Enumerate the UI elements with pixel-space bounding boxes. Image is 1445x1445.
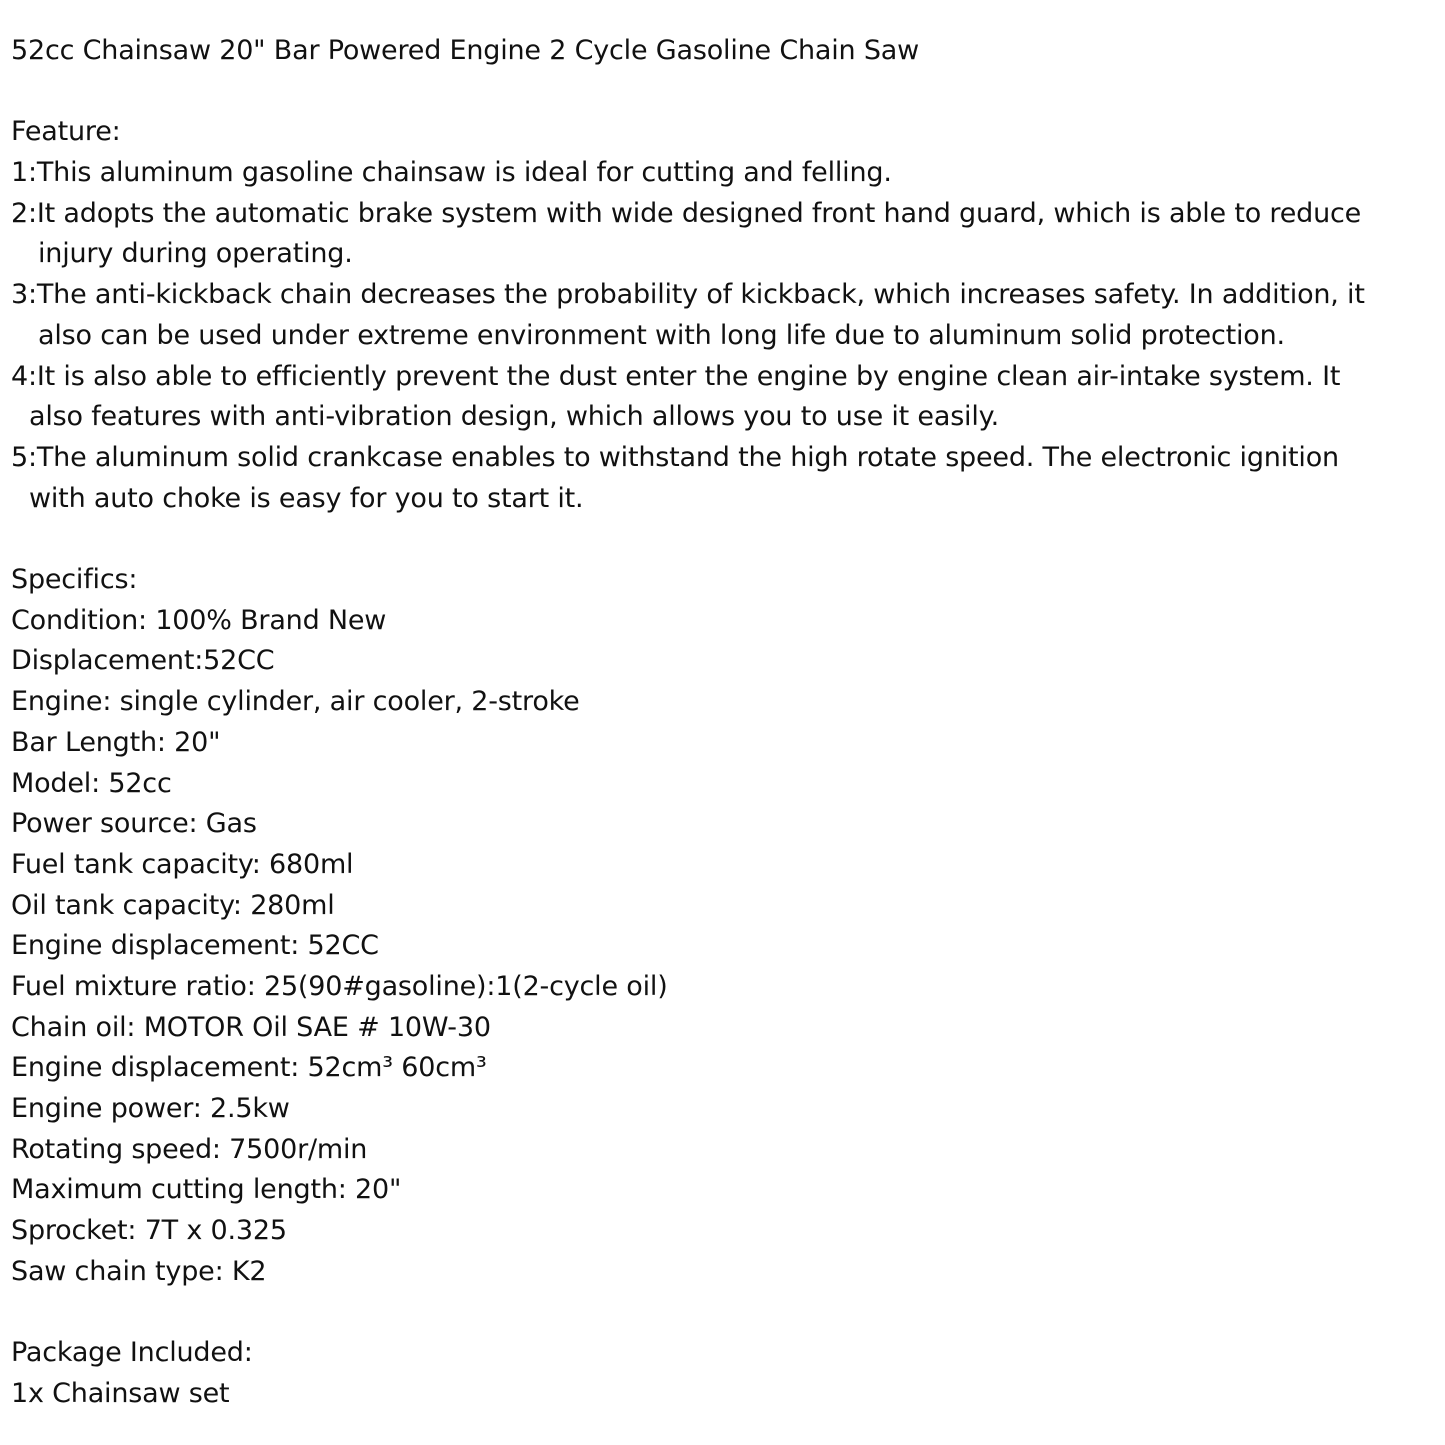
spacer <box>11 1292 1431 1333</box>
feature-item-text: 4:It is also able to efficiently prevent the dust enter the engine by engine clean air-intake system. It <box>11 360 1341 392</box>
document <box>11 31 1431 1415</box>
feature-item-text: 2:It adopts the automatic brake system with wide designed front hand guard, which is able to reduce <box>11 197 1362 229</box>
spec-item: Oil tank capacity: 280ml <box>11 889 335 921</box>
spec-item: Engine power: 2.5kw <box>11 1093 290 1125</box>
spacer <box>11 519 1431 560</box>
feature-item-text: 5:The aluminum solid crankcase enables to withstand the high rotate speed. The electronic ignition <box>11 441 1339 473</box>
feature-heading: Feature: <box>11 116 121 148</box>
spec-item: Bar Length: 20" <box>11 726 221 758</box>
spec-item: Maximum cutting length: 20" <box>11 1174 402 1206</box>
package-item: 1x Chainsaw set <box>11 1377 230 1409</box>
feature-item <box>11 153 1431 194</box>
specifics-heading: Specifics: <box>11 564 138 596</box>
spec-item: Sprocket: 7T x 0.325 <box>11 1215 287 1247</box>
feature-item-text: 3:The anti-kickback chain decreases the probability of kickback, which increases safety. In addition, it <box>11 279 1365 311</box>
page-title: 52cc Chainsaw 20" Bar Powered Engine 2 Cycle Gasoline Chain Saw <box>11 35 919 66</box>
spec-item: Displacement:52CC <box>11 645 275 677</box>
feature-item-text: 1:This aluminum gasoline chainsaw is ideal for cutting and felling. <box>11 157 892 189</box>
spec-item: Power source: Gas <box>11 808 257 840</box>
spec-item: Fuel tank capacity: 680ml <box>11 848 354 880</box>
spec-item: Engine displacement: 52CC <box>11 930 379 962</box>
spec-item: Engine: single cylinder, air cooler, 2-stroke <box>11 686 580 718</box>
spacer <box>11 72 1431 113</box>
spec-item: Fuel mixture ratio: 25(90#gasoline):1(2-cycle oil) <box>11 970 668 1002</box>
spec-item: Engine displacement: 52cm³ 60cm³ <box>11 1052 487 1084</box>
feature-item <box>11 194 1431 275</box>
feature-item-continuation: injury during operating. <box>38 238 353 270</box>
feature-item-continuation: with auto choke is easy for you to start it. <box>29 482 584 514</box>
spec-item: Rotating speed: 7500r/min <box>11 1133 368 1165</box>
feature-item-continuation: also can be used under extreme environment with long life due to aluminum solid protection. <box>38 319 1285 351</box>
package-heading: Package Included: <box>11 1337 253 1369</box>
spec-item: Chain oil: MOTOR Oil SAE # 10W-30 <box>11 1011 491 1043</box>
feature-item <box>11 357 1431 438</box>
spec-item: Condition: 100% Brand New <box>11 604 387 636</box>
spec-item: Model: 52cc <box>11 767 172 799</box>
feature-item <box>11 438 1431 519</box>
spec-item: Saw chain type: K2 <box>11 1255 267 1287</box>
feature-item <box>11 275 1431 356</box>
feature-item-continuation: also features with anti-vibration design, which allows you to use it easily. <box>29 401 999 433</box>
